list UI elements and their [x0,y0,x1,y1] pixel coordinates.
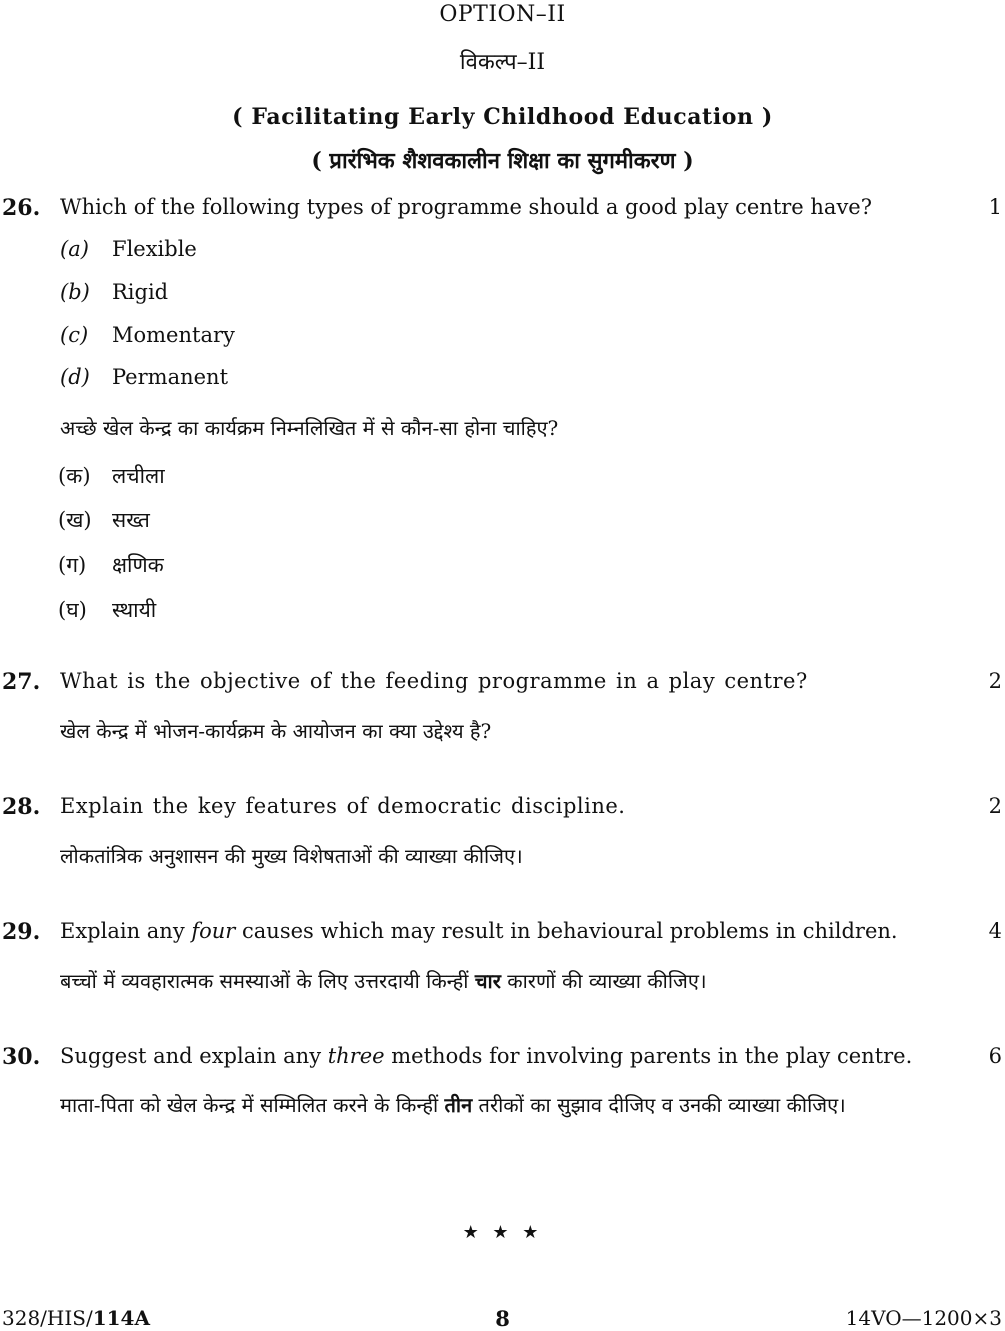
q26-option-d-text: Permanent [112,365,229,389]
paper-code-bold: 114A [92,1306,150,1330]
q26-option-gha-label: (घ) [58,598,87,622]
q26-option-a-text: Flexible [112,237,197,261]
question-30-text [60,1044,912,1068]
question-27-text: What is the objective of the feeding programme in a play centre? [60,669,808,693]
question-30-marks: 6 [988,1044,1002,1068]
question-29-text-end: causes which may result in behavioural problems in children. [235,919,898,943]
q26-option-kha-text: सख्त [112,508,150,532]
q26-option-b-label: (b) [60,280,90,304]
page-number: 8 [495,1306,510,1331]
option-heading: OPTION–II [439,2,566,27]
question-30-text-hindi [60,1088,946,1122]
paper-code-prefix: 328/HIS/ [2,1306,93,1330]
question-30-hindi-bold: तीन [444,1093,473,1117]
end-of-paper-stars: ★ ★ ★ [462,1222,543,1243]
option-heading-hindi: विकल्प–II [459,50,546,75]
subject-title: ( Facilitating Early Childhood Education ) [232,104,773,130]
question-30-emphasis: three [327,1044,385,1068]
q26-option-ka-label: (क) [58,464,91,488]
q26-option-c-label: (c) [60,323,89,347]
question-29-text-hindi [60,967,707,994]
question-28-marks: 2 [988,794,1002,818]
question-number-26: 26. [2,195,41,221]
subject-title-hindi: ( प्रारंभिक शैशवकालीन शिक्षा का सुगमीकरण ) [311,148,694,174]
question-30-hindi-end: तरीकों का सुझाव दीजिए व उनकी व्याख्या कीजिए। [472,1093,846,1117]
question-29-emphasis: four [191,919,236,943]
question-29-marks: 4 [988,919,1002,943]
q26-option-kha-label: (ख) [58,508,92,532]
question-29-hindi-bold: चार [474,969,501,993]
q26-option-c-text: Momentary [112,323,235,347]
question-28-text: Explain the key features of democratic discipline. [60,794,626,818]
q26-option-ga-label: (ग) [58,553,87,577]
question-number-27: 27. [2,669,41,695]
question-26-text: Which of the following types of programme should a good play centre have? [60,195,872,219]
question-number-30: 30. [2,1044,41,1070]
question-30-text-start: Suggest and explain any [60,1044,328,1068]
q26-option-gha-text: स्थायी [112,598,157,622]
question-number-28: 28. [2,794,41,820]
q26-option-ga-text: क्षणिक [112,553,164,577]
q26-option-b-text: Rigid [112,280,169,304]
q26-option-ka-text: लचीला [112,464,165,488]
question-29-text [60,919,898,943]
question-29-hindi-end: कारणों की व्याख्या कीजिए। [500,969,707,993]
q26-option-a-label: (a) [60,237,89,261]
q26-option-d-label: (d) [60,365,90,389]
question-27-marks: 2 [988,669,1002,693]
question-30-text-end: methods for involving parents in the play centre. [384,1044,913,1068]
question-number-29: 29. [2,919,41,945]
question-28-text-hindi: लोकतांत्रिक अनुशासन की मुख्य विशेषताओं की व्याख्या कीजिए। [60,844,523,868]
print-code: 14VO—1200×3 [845,1306,1002,1330]
question-29-hindi-start: बच्चों में व्यवहारात्मक समस्याओं के लिए उत्तरदायी किन्हीं [60,969,475,993]
question-26-text-hindi: अच्छे खेल केन्द्र का कार्यक्रम निम्नलिखित में से कौन-सा होना चाहिए? [60,416,559,440]
question-26-marks: 1 [988,195,1002,219]
question-30-hindi-start: माता-पिता को खेल केन्द्र में सम्मिलित करने के किन्हीं [60,1093,445,1117]
question-27-text-hindi: खेल केन्द्र में भोजन-कार्यक्रम के आयोजन का क्या उद्देश्य है? [60,719,492,743]
question-29-text-start: Explain any [60,919,192,943]
